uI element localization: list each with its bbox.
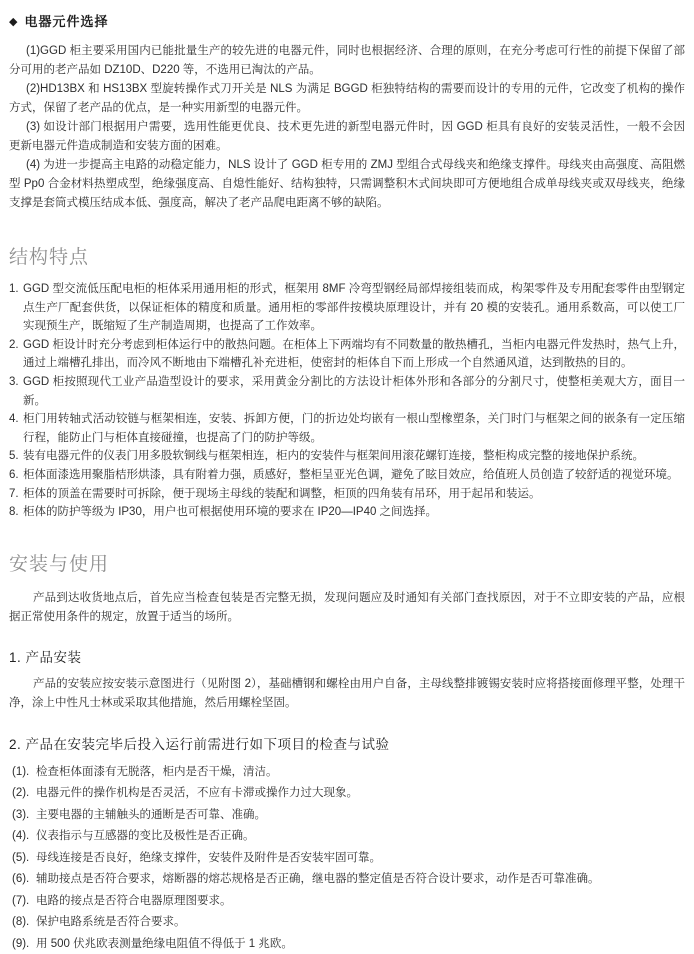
feature-item-1: [9, 280, 685, 336]
checklist-item-text: 主要电器的主辅触头的通断是否可靠、准确。: [36, 808, 266, 821]
checklist-item-number: (5).: [12, 851, 30, 864]
feature-item-8: [9, 503, 685, 522]
feature-item-7: [9, 485, 685, 504]
checklist-item-2: [9, 784, 685, 803]
feature-item-number: 2.: [9, 338, 19, 351]
feature-item-2: [9, 336, 685, 373]
checklist-item-number: (8).: [12, 916, 30, 929]
feature-item-text: GGD 型交流低压配电柜的柜体采用通用柜的形式，框架用 8MF 冷弯型钢经局部焊接组装而成，构架零件及专用配套零件由型钢定点生产厂配套供货，以保证柜体的精度和质量。通用柜的零部件按模块原理设计，并有 20 模的安装孔。通用系数高，可以使工厂实现预生产，既缩短了生产制造周期，也提高了工作效率。: [23, 283, 685, 333]
feature-item-number: 3.: [9, 375, 19, 388]
feature-item-text: GGD 柜按照现代工业产品造型设计的要求，采用黄金分割比的方法设计柜体外形和各部分的分割尺寸，使整柜美观大方，面目一新。: [23, 375, 685, 407]
checklist-item-number: (6).: [12, 873, 30, 886]
feature-item-number: 5.: [9, 450, 19, 463]
checklist-item-text: 检查柜体面漆有无脱落，柜内是否干燥，清洁。: [36, 765, 278, 778]
section-title-component-selection: [9, 11, 685, 30]
checklist-item-text: 辅助接点是否符合要求，熔断器的熔芯规格是否正确，继电器的整定值是否符合设计要求，动作是否可靠准确。: [36, 873, 600, 886]
checklist-item-text: 保护电路系统是否符合要求。: [36, 916, 186, 929]
checklist-item-4: [9, 827, 685, 846]
structure-feature-list: [9, 280, 685, 522]
checklist-item-5: [9, 849, 685, 868]
checklist-item-number: (2).: [12, 787, 30, 800]
feature-item-number: 7.: [9, 487, 19, 500]
feature-item-text: 柜体的防护等级为 IP30，用户也可根据使用环境的要求在 IP20—IP40 之间选择。: [23, 506, 438, 519]
feature-item-number: 8.: [9, 506, 19, 519]
component-selection-paragraph-1: (1)GGD 柜主要采用国内已能批量生产的较先进的电器元件，同时也根据经济、合理的原则，在充分考虑可行性的前提下保留了部分可用的老产品如 DZ10D、D220 等，不选用已淘汰的产品。: [9, 45, 685, 76]
checklist-item-1: [9, 763, 685, 782]
component-selection-paragraph-2: (2)HD13BX 和 HS13BX 型旋转操作式刀开关是 NLS 为满足 BGGD 柜独特结构的需要而设计的专用的元件，它改变了机构的操作方式，保留了老产品的优点，是一种实用新型的电器元件。: [9, 83, 685, 114]
pre-operation-checklist: [9, 763, 685, 954]
feature-item-text: 柜门用转轴式活动铰链与框架相连，安装、拆卸方便，门的折边处均嵌有一根山型橡塑条，关门时门与框架之间的嵌条有一定压缩行程，能防止门与柜体直接碰撞，也提高了门的防护等级。: [23, 413, 685, 444]
checklist-item-9: [9, 935, 685, 954]
component-selection-paragraph-4: (4) 为进一步提高主电路的动稳定能力，NLS 设计了 GGD 柜专用的 ZMJ 型组合式母线夹和绝缘支撑件。母线夹由高强度、高阻燃型 Pp0 合金材料热塑成型，绝缘强度高、自熄性能好、结构独特，只需调整积木式间块即可方便地组合成单母线夹或双母线夹，绝缘支撑是套筒式模压结成本低、强度高，解决了老产品爬电距离不够的缺陷。: [9, 159, 685, 209]
feature-item-5: [9, 447, 685, 466]
component-selection-title-text: 电器元件选择: [24, 14, 109, 29]
section-title-installation-use: 安装与使用: [9, 553, 110, 575]
checklist-item-7: [9, 892, 685, 911]
feature-item-number: 1.: [9, 283, 19, 295]
subheading-pre-operation-checks: 2. 产品在安装完毕后投入运行前需进行如下项目的检查与试验: [9, 736, 390, 752]
installation-intro-paragraph: 产品到达收货地点后，首先应当检查包装是否完整无损，发现问题应及时通知有关部门查找原因，对于不立即安装的产品，应根据正常使用条件的规定，放置于适当的场所。: [9, 591, 685, 623]
feature-item-text: 柜体面漆选用聚脂桔形烘漆，具有附着力强，质感好，整柜呈亚光色调，避免了眩目效应，给值班人员创造了较舒适的视觉环境。: [23, 468, 679, 481]
checklist-item-number: (1).: [12, 765, 30, 778]
checklist-item-6: [9, 870, 685, 889]
section-title-structure-features: 结构特点: [9, 247, 90, 268]
checklist-item-text: 母线连接是否良好，绝缘支撑件，安装件及附件是否安装牢固可靠。: [36, 851, 381, 864]
subheading-product-installation: 1. 产品安装: [9, 649, 82, 665]
component-selection-paragraph-3: (3) 如设计部门根据用户需要，选用性能更优良、技术更先进的新型电器元件时，因 GGD 柜具有良好的安装灵活性，一般不会因更新电器元件造成制造和安装方面的困难。: [9, 121, 685, 152]
checklist-item-number: (4).: [12, 830, 30, 843]
feature-item-number: 4.: [9, 413, 19, 426]
checklist-item-number: (7).: [12, 894, 30, 907]
diamond-bullet-icon: ◆: [9, 16, 19, 28]
feature-item-4: [9, 410, 685, 447]
feature-item-number: 6.: [9, 468, 19, 481]
feature-item-text: 装有电器元件的仪表门用多股软铜线与框架相连，柜内的安装件与框架间用滚花螺钉连接，整柜构成完整的接地保护系统。: [23, 450, 644, 463]
product-installation-paragraph: 产品的安装应按安装示意图进行（见附图 2），基础槽钢和螺栓由用户自备，主母线整排镀锡安装时应将搭接面修理平整，处理干净，涂上中性凡士林或采取其他措施，然后用螺栓坚固。: [9, 677, 685, 709]
feature-item-text: 柜体的顶盖在需要时可拆除，便于现场主母线的装配和调整，柜顶的四角装有吊环，用于起吊和装运。: [23, 487, 541, 500]
checklist-item-text: 仪表指示与互感器的变比及极性是否正确。: [36, 830, 255, 843]
checklist-item-text: 用 500 伏兆欧表测量绝缘电阻值不得低于 1 兆欧。: [36, 937, 293, 950]
feature-item-text: GGD 柜设计时充分考虑到柜体运行中的散热问题。在柜体上下两端均有不同数量的散热槽孔，当柜内电器元件发热时，热气上升，通过上端槽孔排出，而冷风不断地由下端槽孔补充进柜，使密封的柜体自下而上形成一个自然通风道，达到散热的目的。: [23, 338, 685, 370]
checklist-item-3: [9, 806, 685, 825]
checklist-item-number: (9).: [12, 937, 30, 950]
feature-item-3: [9, 373, 685, 410]
checklist-item-number: (3).: [12, 808, 30, 821]
checklist-item-text: 电器元件的操作机构是否灵活，不应有卡滞或操作力过大现象。: [36, 787, 358, 800]
feature-item-6: [9, 466, 685, 485]
checklist-item-text: 电路的接点是否符合电器原理图要求。: [36, 894, 232, 907]
checklist-item-8: [9, 913, 685, 932]
